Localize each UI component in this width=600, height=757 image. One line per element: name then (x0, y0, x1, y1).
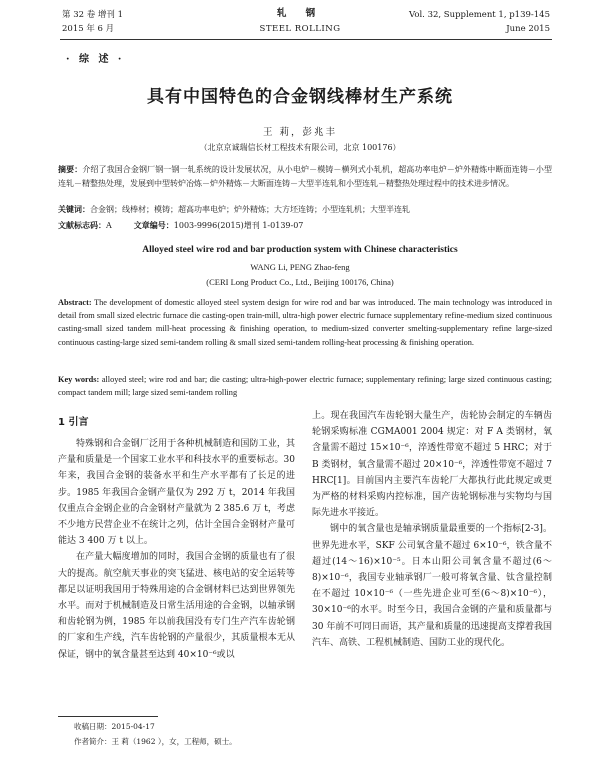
running-header (0, 6, 600, 42)
body-column-left (58, 408, 295, 663)
keywords-cn (58, 203, 552, 216)
keywords-cn-label: 关键词： (58, 204, 90, 214)
clc-label: 文献标志码： (58, 220, 106, 230)
abstract-en-label: Abstract: (58, 298, 92, 307)
volume-en: Vol. 32, Supplement 1, p139-145 (408, 10, 550, 20)
affiliation-en: (CERI Long Product Co., Ltd., Beijing 100176, China) (206, 277, 394, 287)
footnote-received-date: 收稿日期：2015-04-17 (74, 722, 155, 731)
keywords-en (58, 373, 552, 399)
body-paragraph: 钢中的氧含量也是轴承钢质量最重要的一个指标[2-3]。世界先进水平，SKF 公司氧含量不超过 6×10⁻⁶，铁含量不超过(14～16)×10⁻⁵。日本山阳公司氧含量不超过(6～8)×10⁻⁶，我国专业轴承钢厂一般可将氧含量、钛含量控制在不超过 10×10⁻⁶（一些先进企业可至(6～8)×10⁻⁶），30×10⁻⁶的水平。时至今日，我国合金钢的产量和质量都与 30 年前不可同日而语，其产量和质量的迅速提高支撑着我国汽车、高铁、工程机械制造、国防工业的现代化。 (312, 524, 552, 648)
journal-name-en: STEEL ROLLING (259, 24, 341, 34)
header-rule (60, 39, 552, 40)
journal-name-cn: 轧 钢 (276, 8, 324, 19)
article-id-label: 文章编号： (133, 220, 174, 230)
body-paragraph: 上。现在我国汽车齿轮钢大量生产，齿轮协会制定的车辆齿轮钢采购标准 CGMA001 2004 规定：对 F A 类钢材，氧含量需不超过 15×10⁻⁶，淬透性带宽不超过 5 HRC；对于 B 类钢材，氧含量需不超过 20×10⁻⁶，淬透性带宽不超过 7 HRC[1]。目前国内主要汽车齿轮厂大都执行此此规定或更为严格的材料采购内控标准，国产齿轮钢标准与实物均与国际先进水平接近。 (312, 411, 552, 519)
paper-title-cn: 具有中国特色的合金钢线棒材生产系统 (147, 87, 453, 107)
paper-title-en: Alloyed steel wire rod and bar production system with Chinese characteristics (142, 245, 458, 255)
abstract-cn-text: 介绍了我国合金钢厂钢一钢一轧系统的设计发展状况，从小电炉－模铸－横列式小轧机，超高功率电炉－炉外精炼中断面连铸－小型连轧－精整热处理，发展到中型转炉冶炼－炉外精炼－大断面连铸－大型半连轧和小型连轧－精整热处理过程中的技术进步情况。 (58, 165, 553, 188)
authors-cn: 王 莉，彭兆丰 (262, 127, 338, 138)
abstract-cn-label: 摘要： (58, 164, 83, 174)
clc-value: A (106, 221, 112, 230)
authors-en: WANG Li, PENG Zhao-feng (250, 262, 350, 272)
keywords-en-label: Key words: (58, 375, 100, 384)
keywords-cn-text: 合金钢；线棒材；模铸；超高功率电炉；炉外精炼；大方坯连铸；小型连轧机；大型半连轧 (90, 205, 410, 214)
footnote-author-bio: 作者简介：王 莉（1962 ），女，工程师，硕士。 (74, 737, 237, 746)
column-tag: · 综 述 · (66, 54, 125, 65)
keywords-en-text: alloyed steel; wire rod and bar; die casting; ultra-high-power electric furnace; supplementary refining; large sized continuous casting; compact tandem mill; large sized semi-tandem rolling (58, 375, 552, 398)
affiliation-cn: （北京京诚瑞信长材工程技术有限公司，北京 100176） (199, 143, 401, 152)
abstract-en (58, 296, 552, 349)
body-paragraph: 在产量大幅度增加的同时，我国合金钢的质量也有了很大的提高。航空航天事业的突飞猛进、核电站的安全运转等都足以证明我国用于特殊用途的合金钢材料已达到世界领先水平。而对于机械制造及日常生活用途的合金钢，以轴承钢和齿轮钢为例，1985 年以前我国没有专门生产汽车齿轮钢的厂家和生产线，汽车齿轮钢的产量很少，其质量根本无从保证，钢中的氧含量甚至达到 40×10⁻⁶或以 (58, 552, 295, 660)
article-meta-cn (58, 219, 552, 232)
footnote-rule (58, 716, 158, 717)
abstract-en-text: The development of domestic alloyed steel system design for wire rod and bar was introduced. The main technology was introduced in detail from small sized electric furnace die casting-open train-mill, ultra-high power electric furnace supplementary refine-medium sized continuous casting-small sized tandem mill-heat processing & finishing operation, to medium-sized converter smelting-supplementary refine large-sized continuous casting-large sized semi-tandem rolling & small sized semi-tandem rolling-heat processing & finishing operation. (58, 298, 552, 347)
body-paragraph: 特殊钢和合金钢厂泛用于各种机械制造和国防工业，其产量和质量是一个国家工业水平和科技水平的重要标志。30 年来，我国合金钢的装备水平和生产水平都有了长足的进步。1985 年我国合金钢产量仅为 292 万 t，2014 年我国仅重点合金钢企业的合金钢材产量就为 2 385.6 万 t，考虑不少地方民营企业不在统计之列，估计全国合金钢材产量可能达 3 400 万 t 以上。 (58, 439, 295, 547)
article-id-value: 1003-9996(2015)增刊 1-0139-07 (173, 221, 304, 230)
abstract-cn (58, 163, 552, 190)
date-en: June 2015 (506, 24, 550, 34)
date-cn: 2015 年 6 月 (62, 24, 115, 34)
body-column-right (312, 408, 552, 651)
volume-cn: 第 32 卷 增刊 1 (62, 10, 124, 20)
section-heading-introduction: 1 引言 (58, 417, 89, 428)
